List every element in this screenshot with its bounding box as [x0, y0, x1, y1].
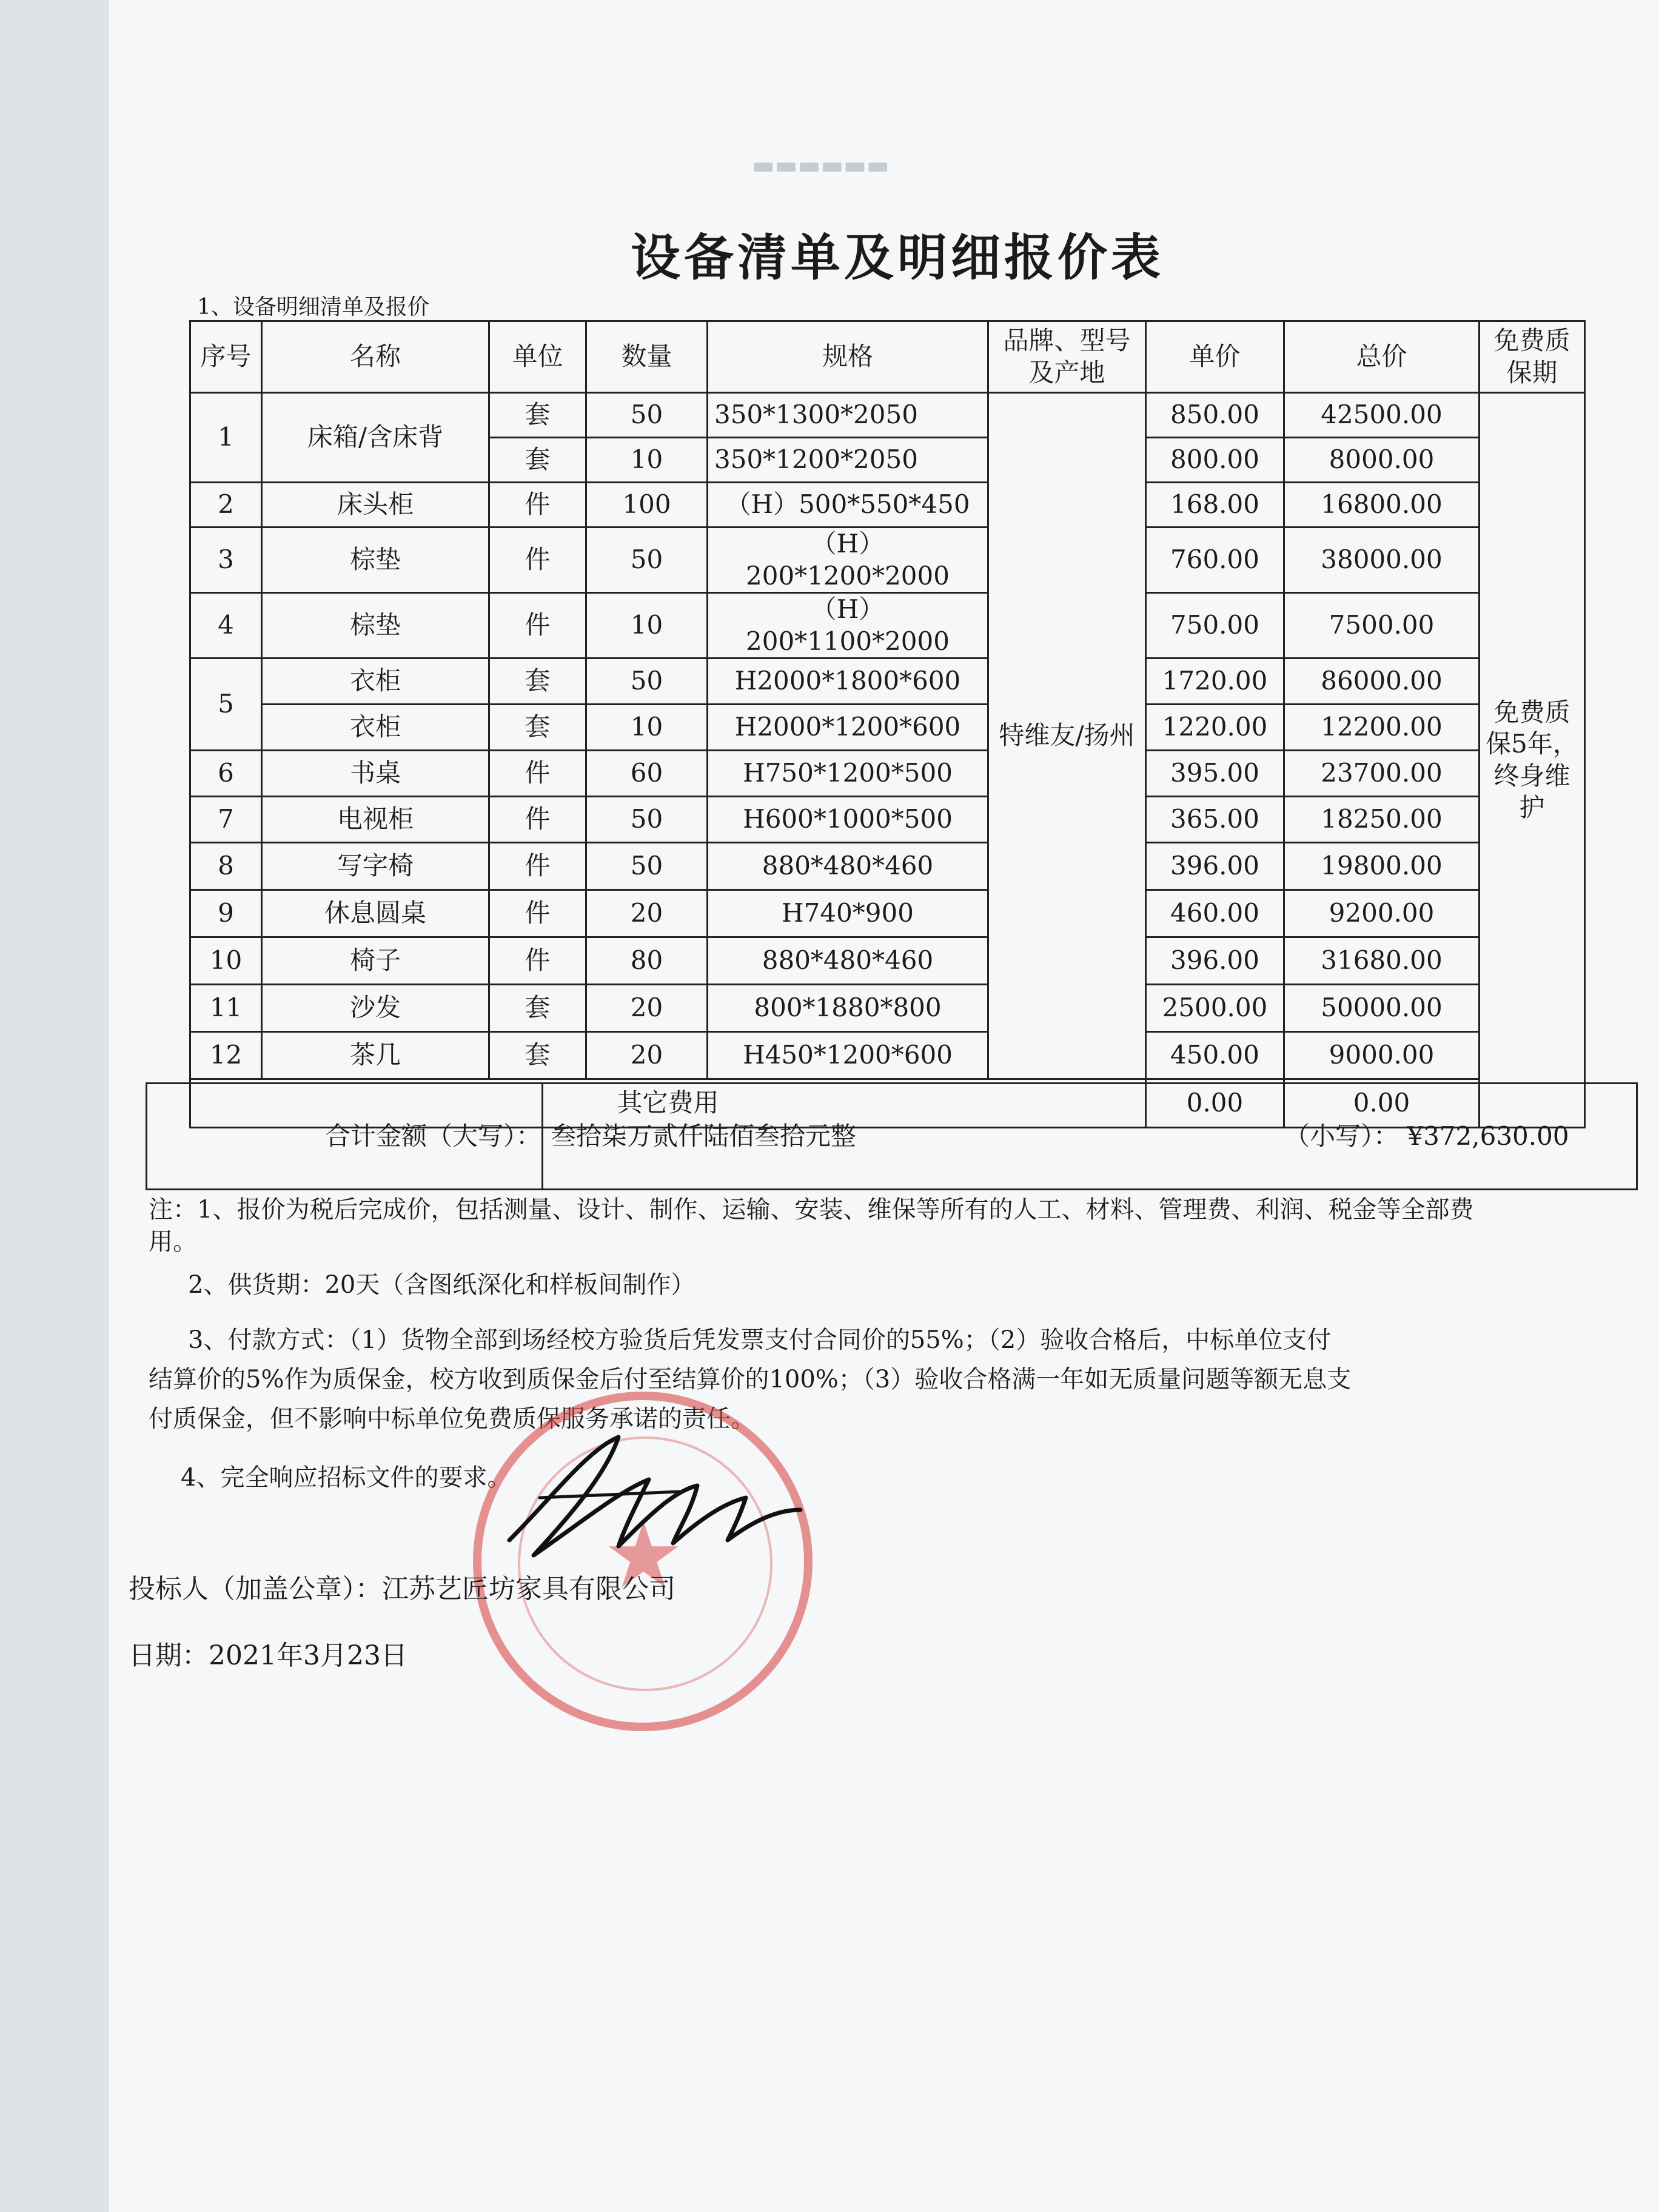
- row-price: 396.00: [1146, 843, 1284, 890]
- row-total: 18250.00: [1284, 797, 1480, 843]
- row-name: 衣柜: [262, 659, 489, 705]
- date-line: [129, 1634, 407, 1678]
- table-row: [190, 751, 1585, 797]
- table-row: [190, 483, 1585, 528]
- row-name: 床头柜: [262, 483, 489, 528]
- row-qty: 60: [586, 751, 708, 797]
- row-qty: 50: [586, 528, 708, 593]
- seal-star-icon: ★: [603, 1503, 685, 1609]
- row-price: 396.00: [1146, 937, 1284, 985]
- row-total: 86000.00: [1284, 659, 1480, 705]
- table-row: [190, 528, 1585, 593]
- previous-page-edge: [0, 0, 111, 2212]
- other-fees-total: 0.00: [1284, 1079, 1480, 1128]
- quotation-table: [189, 320, 1586, 1128]
- row-qty: 50: [586, 393, 708, 438]
- table-row: [190, 659, 1585, 705]
- header-spec: 规格: [708, 321, 988, 393]
- row-price: 168.00: [1146, 483, 1284, 528]
- bidder-label: 投标人（加盖公章）：: [129, 1574, 382, 1604]
- table-header-row: [190, 321, 1585, 393]
- row-total: 42500.00: [1284, 393, 1480, 438]
- row-price: 460.00: [1146, 890, 1284, 937]
- row-name: 衣柜: [262, 705, 489, 751]
- row-total: 16800.00: [1284, 483, 1480, 528]
- header-price: 单价: [1146, 321, 1284, 393]
- row-qty: 50: [586, 797, 708, 843]
- row-total: 19800.00: [1284, 843, 1480, 890]
- row-qty: 20: [586, 1032, 708, 1079]
- row-unit: 套: [489, 438, 586, 483]
- row-qty: 50: [586, 659, 708, 705]
- note-3-line-2: 结算价的5%作为质保金，校方收到质保金后付至结算价的100%；（3）验收合格满一年如无质量问题等额无息支: [149, 1366, 1352, 1393]
- row-qty: 100: [586, 483, 708, 528]
- row-unit: 件: [489, 843, 586, 890]
- table-row: [190, 797, 1585, 843]
- row-name: 棕垫: [262, 528, 489, 593]
- note-2: 2、供货期：20天（含图纸深化和样板间制作）: [188, 1271, 695, 1299]
- row-no: 10: [190, 937, 262, 985]
- row-name: 椅子: [262, 937, 489, 985]
- date-label: 日期：: [129, 1640, 209, 1671]
- other-fees-price: 0.00: [1146, 1079, 1284, 1128]
- header-qty: 数量: [586, 321, 708, 393]
- bleed-through-text: ▬▬▬▬▬▬: [752, 152, 890, 179]
- note-1-line-1: 注：1、报价为税后完成价，包括测量、设计、制作、运输、安装、维保等所有的人工、材料、管理费、利润、税金等全部费: [149, 1196, 1474, 1224]
- row-spec: H450*1200*600: [708, 1032, 988, 1079]
- row-spec: 880*480*460: [708, 937, 988, 985]
- row-total: 38000.00: [1284, 528, 1480, 593]
- row-price: 365.00: [1146, 797, 1284, 843]
- row-spec: H740*900: [708, 890, 988, 937]
- bidder-company: 江苏艺匠坊家具有限公司: [382, 1574, 675, 1604]
- row-unit: 件: [489, 528, 586, 593]
- section-label: 1、设备明细清单及报价: [197, 295, 429, 320]
- row-name: 茶几: [262, 1032, 489, 1079]
- header-total: 总价: [1284, 321, 1480, 393]
- row-spec: （H）500*550*450: [708, 483, 988, 528]
- row-spec: H600*1000*500: [708, 797, 988, 843]
- table-row: [190, 705, 1585, 751]
- row-unit: 套: [489, 1032, 586, 1079]
- row-no: 4: [190, 593, 262, 659]
- row-total: 12200.00: [1284, 705, 1480, 751]
- row-qty: 20: [586, 985, 708, 1032]
- row-qty: 10: [586, 438, 708, 483]
- table-row: [190, 985, 1585, 1032]
- page-title: 设备清单及明细报价表: [631, 229, 1165, 287]
- table-row: [190, 593, 1585, 659]
- row-no: 8: [190, 843, 262, 890]
- row-name: 床箱/含床背: [262, 393, 489, 483]
- row-price: 2500.00: [1146, 985, 1284, 1032]
- row-unit: 件: [489, 751, 586, 797]
- header-unit: 单位: [489, 321, 586, 393]
- total-amount-label: 合计金额（大写）：: [147, 1084, 543, 1188]
- row-spec: 800*1880*800: [708, 985, 988, 1032]
- row-unit: 件: [489, 937, 586, 985]
- note-3-line-3: 付质保金，但不影响中标单位免费质保服务承诺的责任。: [149, 1405, 755, 1433]
- row-no: 7: [190, 797, 262, 843]
- row-spec: H2000*1200*600: [708, 705, 988, 751]
- header-no: 序号: [190, 321, 262, 393]
- note-4: 4、完全响应招标文件的要求。: [181, 1464, 512, 1492]
- brand-origin-cell: 特维友/扬州: [988, 393, 1146, 1079]
- table-row: [190, 1032, 1585, 1079]
- row-price: 750.00: [1146, 593, 1284, 659]
- row-spec: H2000*1800*600: [708, 659, 988, 705]
- row-unit: 套: [489, 985, 586, 1032]
- table-row: [190, 843, 1585, 890]
- row-spec: H750*1200*500: [708, 751, 988, 797]
- row-total: 7500.00: [1284, 593, 1480, 659]
- row-unit: 件: [489, 483, 586, 528]
- total-amount-number: ¥372,630.00: [1407, 1121, 1569, 1151]
- row-total: 8000.00: [1284, 438, 1480, 483]
- small-label: （小写）：: [1284, 1121, 1399, 1151]
- row-no: 6: [190, 751, 262, 797]
- row-name: 写字椅: [262, 843, 489, 890]
- note-1-line-2: 用。: [149, 1228, 197, 1256]
- total-amount-words: 叁拾柒万贰仟陆佰叁拾元整: [551, 1121, 857, 1151]
- row-unit: 套: [489, 393, 586, 438]
- header-brand: 品牌、型号及产地: [988, 321, 1146, 393]
- row-spec: 880*480*460: [708, 843, 988, 890]
- other-fees-label: 其它费用: [190, 1079, 1146, 1128]
- row-qty: 10: [586, 705, 708, 751]
- row-name: 棕垫: [262, 593, 489, 659]
- row-no: 2: [190, 483, 262, 528]
- header-warranty: 免费质保期: [1480, 321, 1585, 393]
- row-spec: 350*1200*2050: [708, 438, 988, 483]
- row-spec: 350*1300*2050: [708, 393, 988, 438]
- total-amount-row: [146, 1082, 1638, 1190]
- handwritten-signature: [497, 1425, 813, 1570]
- note-3-line-1: 3、付款方式：（1）货物全部到场经校方验货后凭发票支付合同价的55%；（2）验收合格后，中标单位支付: [188, 1326, 1332, 1354]
- table-row: [190, 393, 1585, 438]
- row-unit: 件: [489, 890, 586, 937]
- row-total: 31680.00: [1284, 937, 1480, 985]
- row-price: 450.00: [1146, 1032, 1284, 1079]
- row-name: 休息圆桌: [262, 890, 489, 937]
- row-total: 23700.00: [1284, 751, 1480, 797]
- header-name: 名称: [262, 321, 489, 393]
- row-no: 1: [190, 393, 262, 483]
- row-spec: （H）200*1200*2000: [708, 528, 988, 593]
- row-spec: （H）200*1100*2000: [708, 593, 988, 659]
- row-unit: 套: [489, 659, 586, 705]
- table-row: [190, 937, 1585, 985]
- row-total: 50000.00: [1284, 985, 1480, 1032]
- total-amount-number-block: [1284, 1084, 1569, 1188]
- row-price: 1720.00: [1146, 659, 1284, 705]
- row-no: 12: [190, 1032, 262, 1079]
- row-qty: 50: [586, 843, 708, 890]
- row-name: 电视柜: [262, 797, 489, 843]
- row-price: 1220.00: [1146, 705, 1284, 751]
- row-unit: 件: [489, 797, 586, 843]
- row-name: 书桌: [262, 751, 489, 797]
- warranty-cell: 免费质保5年，终身维护: [1480, 393, 1585, 1128]
- row-name: 沙发: [262, 985, 489, 1032]
- row-no: 9: [190, 890, 262, 937]
- row-no: 5: [190, 659, 262, 751]
- row-qty: 20: [586, 890, 708, 937]
- date-value: 2021年3月23日: [209, 1640, 407, 1671]
- row-price: 760.00: [1146, 528, 1284, 593]
- row-price: 850.00: [1146, 393, 1284, 438]
- row-no: 11: [190, 985, 262, 1032]
- row-total: 9200.00: [1284, 890, 1480, 937]
- bidder-line: [129, 1567, 675, 1612]
- row-price: 395.00: [1146, 751, 1284, 797]
- row-price: 800.00: [1146, 438, 1284, 483]
- row-unit: 件: [489, 593, 586, 659]
- table-row: [190, 890, 1585, 937]
- row-no: 3: [190, 528, 262, 593]
- row-unit: 套: [489, 705, 586, 751]
- row-qty: 10: [586, 593, 708, 659]
- row-qty: 80: [586, 937, 708, 985]
- row-total: 9000.00: [1284, 1032, 1480, 1079]
